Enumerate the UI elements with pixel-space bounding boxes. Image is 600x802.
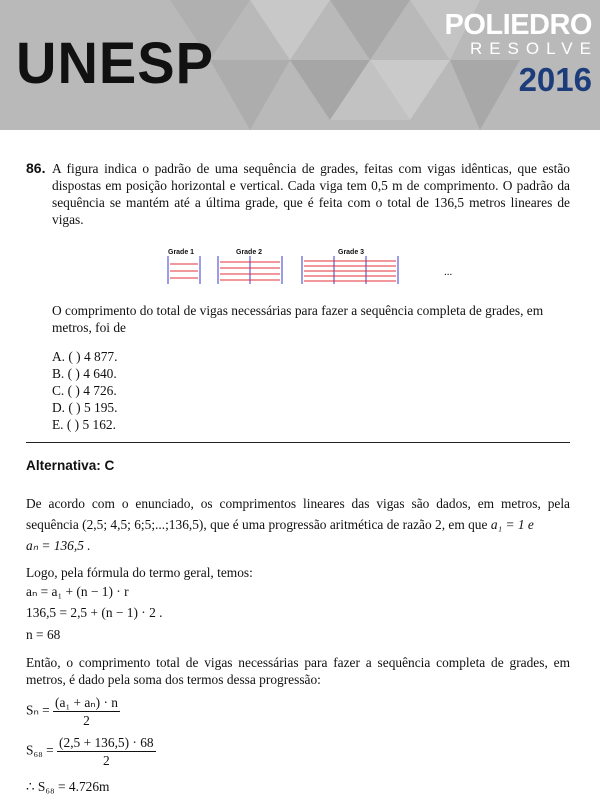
question-text: A figura indica o padrão de uma sequência de grades, feitas com vigas idênticas, que estão dispostas em posição horizontal e vertical. Cada viga tem 0,5 m de comprimento. O padrão da sequência se mantém até a última grade, que é feita com o total de 136,5 metros lineares de vigas. [52,161,570,227]
figure-label-grade-1: Grade 1 [168,249,195,256]
grades-figure [166,244,456,288]
solution-paragraph-2 [26,564,570,642]
final-result: ∴ S₆₈ = 4.726m [26,779,110,794]
option-e[interactable]: E. ( ) 5 162. [52,417,116,432]
a1-value: a₁ = 1 e [490,517,534,532]
sum-68-formula [26,734,156,769]
equation-general-term: aₙ = a₁ + (n − 1) · r [26,584,129,599]
figure-ellipsis: ... [444,266,453,278]
question-number: 86. [26,160,46,176]
figure-label-grade-3: Grade 3 [338,249,365,256]
brand-logo [442,9,598,98]
grades-drawing [166,244,436,288]
section-divider [26,442,570,443]
brand-name: POLIEDRO [444,9,592,41]
sum-68-fraction [57,734,156,769]
solution-text-1: De acordo com o enunciado, os comprimentos lineares das vigas são dados, em metros, pela sequência (2,5; 4,5; 6;5;...;136,5), que é uma progressão aritmética de razão 2, em que [26,496,570,532]
solution-text-3: Então, o comprimento total de vigas necessárias para fazer a sequência completa de grades, em metros, é dado pela soma dos termos dessa progressão: [26,655,570,687]
sum-formula-numerator: (a₁ + aₙ) · n [55,695,118,710]
equation-substitution: 136,5 = 2,5 + (n − 1) · 2 . [26,605,163,620]
option-d[interactable]: D. ( ) 5 195. [52,400,118,415]
solution-paragraph-1 [26,493,570,556]
option-c[interactable]: C. ( ) 4 726. [52,383,117,398]
sum-68-lhs: S₆₈ = [26,742,54,758]
sum-formula-denominator: 2 [83,713,90,728]
option-b[interactable]: B. ( ) 4 640. [52,366,117,381]
header-banner [0,0,600,130]
sum-formula-fraction [53,694,120,729]
option-a[interactable]: A. ( ) 4 877. [52,349,118,364]
answer-label: Alternativa: C [26,458,115,473]
equation-n-result: n = 68 [26,627,61,642]
brand-subtitle: RESOLVE [469,39,598,58]
an-value: aₙ = 136,5 . [26,538,91,553]
sum-68-numerator: (2,5 + 136,5) · 68 [59,735,154,750]
sum-68-denominator: 2 [102,753,110,768]
exam-year: 2016 [518,61,592,98]
options-list [52,348,252,433]
figure-label-grade-2: Grade 2 [236,249,263,256]
question-prompt: O comprimento do total de vigas necessárias para fazer a sequência completa de grades, em metros, foi de [52,303,544,335]
sum-formula-lhs: Sₙ = [26,702,50,718]
solution-text-2: Logo, pela fórmula do termo geral, temos: [26,565,253,580]
exam-title: UNESP [16,29,214,96]
sum-formula [26,694,120,729]
